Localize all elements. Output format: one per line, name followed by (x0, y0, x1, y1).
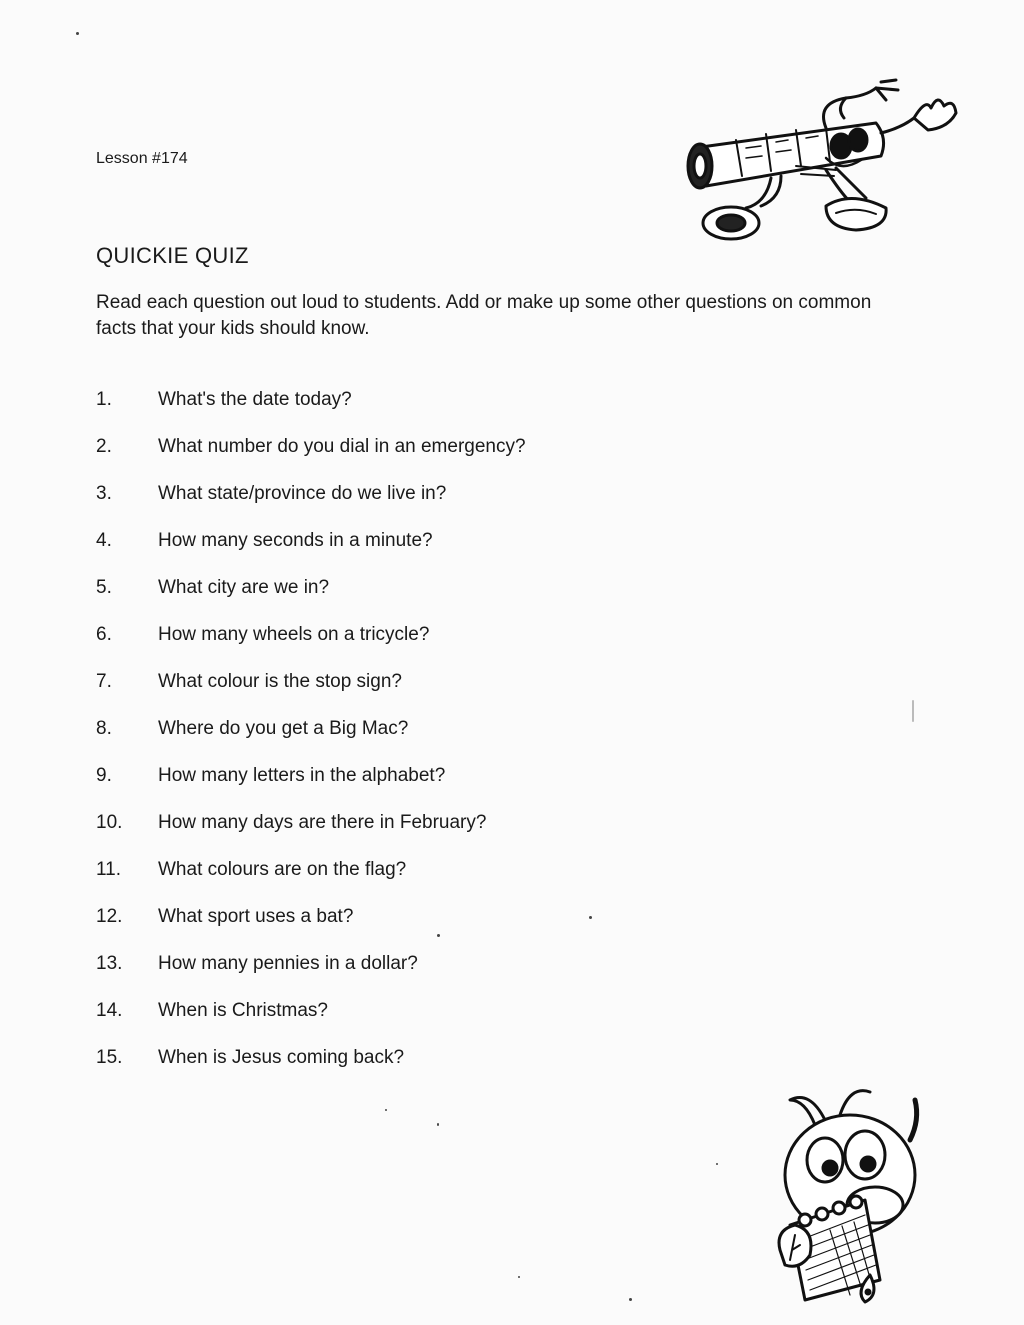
scan-speck (76, 32, 79, 35)
question-number: 3. (96, 483, 112, 504)
scan-speck (629, 1298, 632, 1301)
scan-speck (385, 1109, 387, 1111)
question-number: 1. (96, 389, 112, 410)
cartoon-character-with-notepad-illustration (770, 1080, 930, 1310)
question-text: How many seconds in a minute? (158, 530, 433, 551)
question-text: How many letters in the alphabet? (158, 765, 446, 786)
question-text: How many pennies in a dollar? (158, 953, 418, 974)
question-text: Where do you get a Big Mac? (158, 718, 409, 739)
question-number: 2. (96, 436, 112, 457)
question-number: 13. (96, 953, 123, 974)
scan-speck (589, 916, 592, 919)
question-text: What colour is the stop sign? (158, 671, 402, 692)
question-number: 8. (96, 718, 112, 739)
question-number: 12. (96, 906, 123, 927)
question-number: 6. (96, 624, 112, 645)
question-text: What city are we in? (158, 577, 330, 598)
question-text: How many days are there in February? (158, 812, 487, 833)
scan-mark (912, 700, 914, 722)
question-text: When is Jesus coming back? (158, 1047, 405, 1068)
question-text: How many wheels on a tricycle? (158, 624, 430, 645)
question-number: 15. (96, 1047, 123, 1068)
question-number: 11. (96, 859, 122, 880)
question-number: 9. (96, 765, 112, 786)
question-number: 4. (96, 530, 112, 551)
question-text: What colours are on the flag? (158, 859, 407, 880)
cartoon-newspaper-character-illustration (676, 78, 966, 258)
scan-speck (716, 1163, 718, 1165)
question-number: 10. (96, 812, 123, 833)
scan-speck (437, 1123, 439, 1126)
instructions: Read each question out loud to students. Add or make up some other questions on common facts that your kids should know. (96, 292, 872, 339)
question-number: 7. (96, 671, 112, 692)
question-text: What's the date today? (158, 389, 352, 410)
scan-speck (518, 1276, 520, 1278)
lesson-number: Lesson #174 (96, 150, 188, 167)
page-title: QUICKIE QUIZ (96, 243, 249, 268)
question-number: 14. (96, 1000, 123, 1021)
question-number: 5. (96, 577, 112, 598)
question-text: What number do you dial in an emergency? (158, 436, 526, 457)
question-text: What state/province do we live in? (158, 483, 447, 504)
question-text: When is Christmas? (158, 1000, 328, 1021)
question-text: What sport uses a bat? (158, 906, 354, 927)
scan-speck (437, 934, 440, 937)
